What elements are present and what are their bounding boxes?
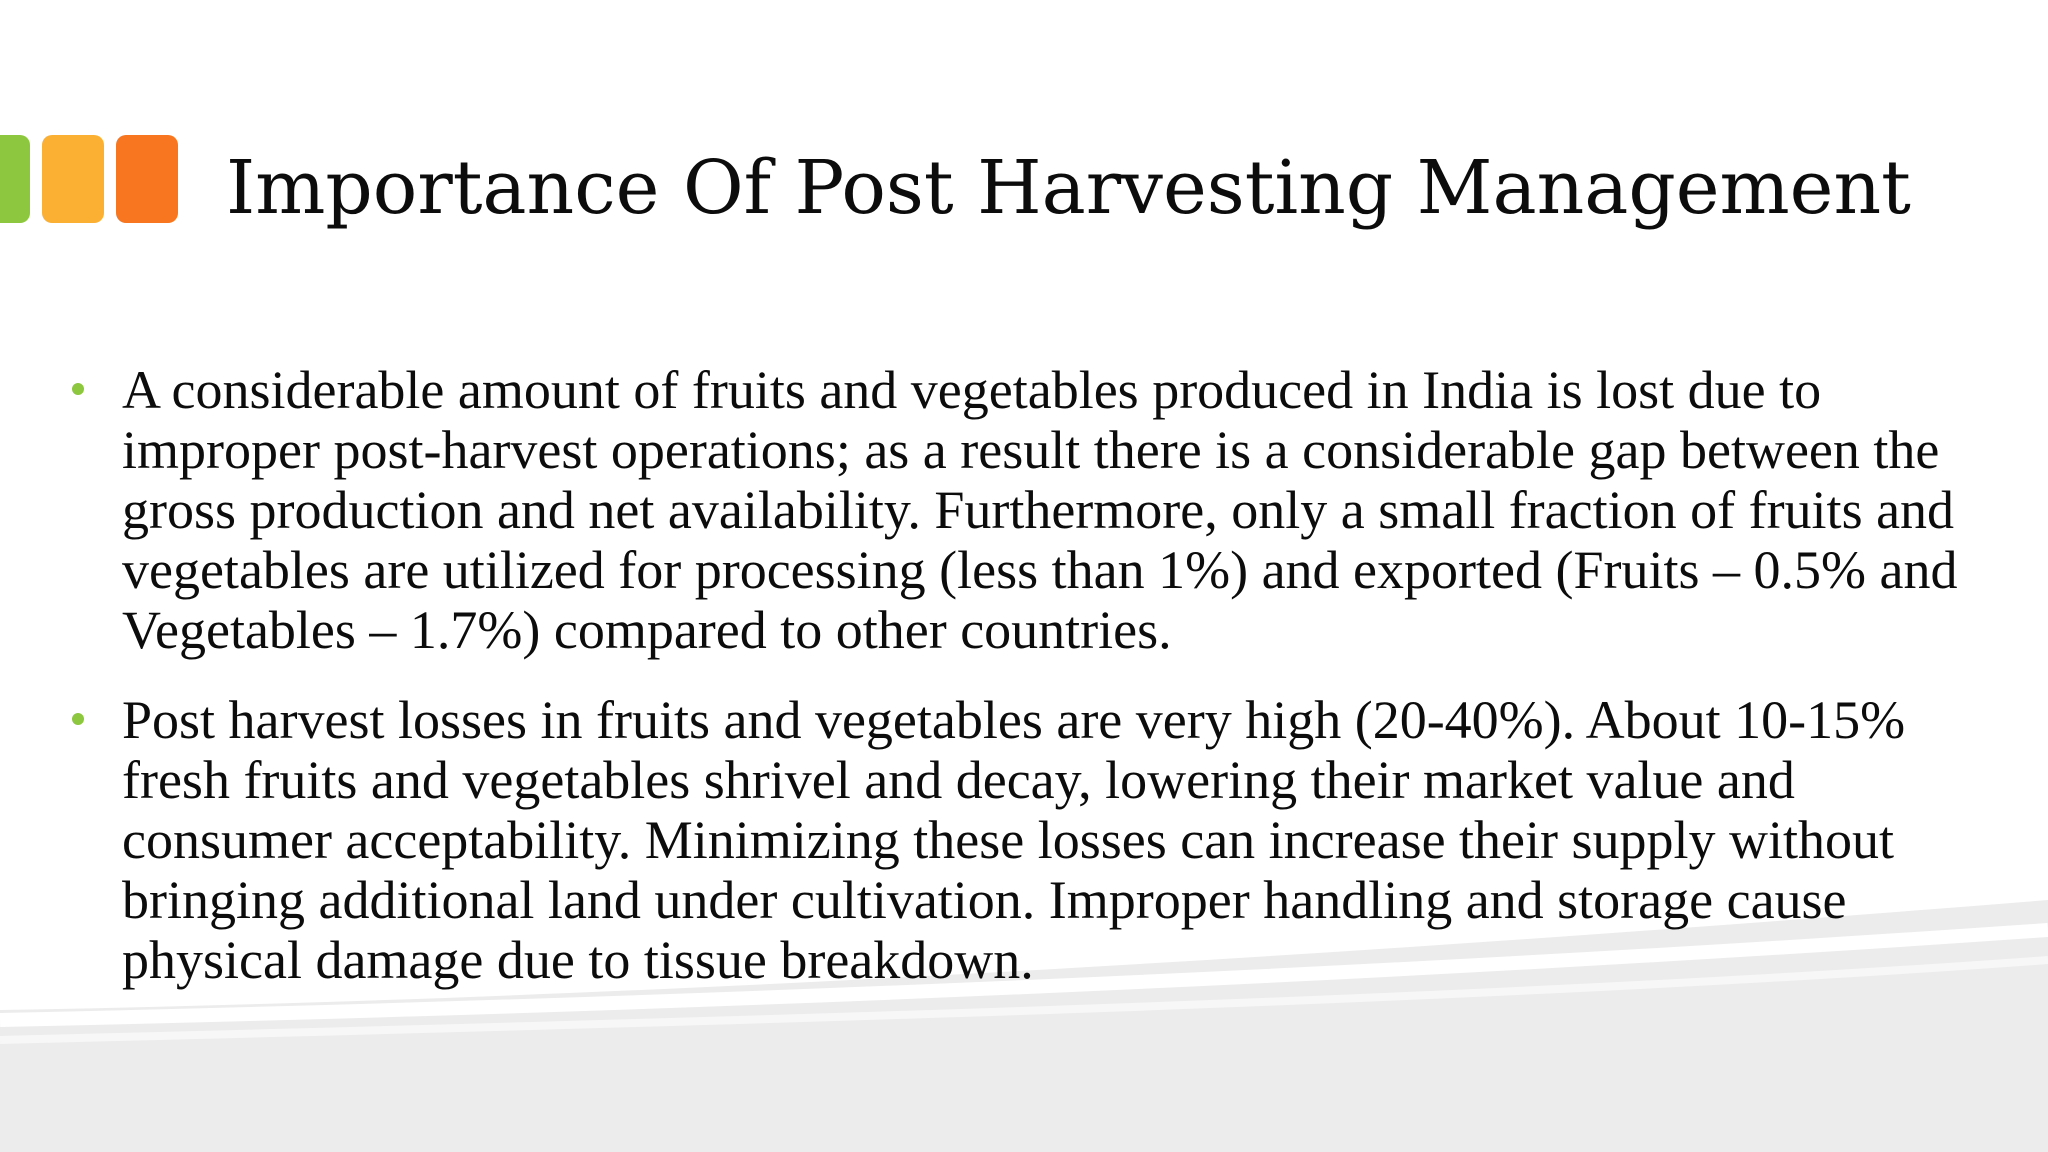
title-accent-orange-block	[116, 135, 178, 223]
bullet-list	[0, 360, 2048, 1020]
bullet-item	[0, 360, 2048, 660]
bullet-dot-icon	[72, 713, 84, 725]
title-accent-yellow-block	[42, 135, 104, 223]
bullet-text: Post harvest losses in fruits and vegetables are very high (20-40%). About 10-15% fresh fruits and vegetables shrivel and decay, lowering their market value and consumer acceptability. Minimizing these losses can increase their supply without bringing additional land under cultivation. Improper handling and storage cause physical damage due to tissue breakdown.	[122, 690, 1906, 990]
title-accent-green-block	[0, 135, 30, 223]
bullet-item	[0, 690, 2048, 990]
bullet-text: A considerable amount of fruits and vegetables produced in India is lost due to improper post-harvest operations; as a result there is a considerable gap between the gross production and net availability. Furthermore, only a small fraction of fruits and vegetables are utilized for processing (less than 1%) and exported (Fruits – 0.5% and Vegetables – 1.7%) compared to other countries.	[122, 360, 1958, 660]
bullet-dot-icon	[72, 383, 84, 395]
slide-title: Importance Of Post Harvesting Management	[226, 145, 1911, 231]
